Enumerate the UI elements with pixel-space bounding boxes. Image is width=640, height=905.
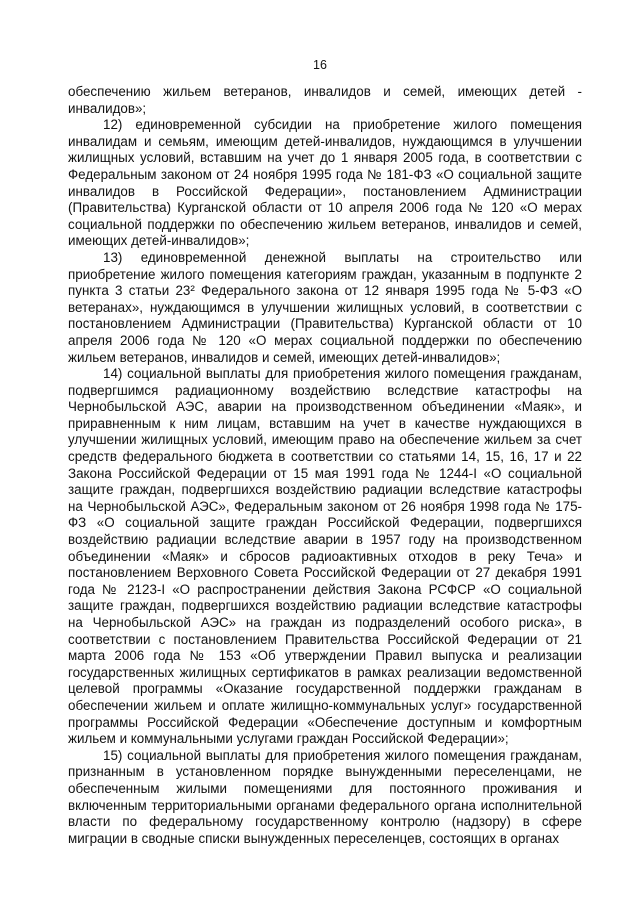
document-body [68,84,582,847]
paragraph-continuation: обеспечению жильем ветеранов, инвалидов и семей, имеющих детей - инвалидов»; [68,84,582,116]
paragraph-item-13: 13) единовременной денежной выплаты на строительство или приобретение жилого помещения категориям граждан, указанным в подпункте 2 пункта 3 статьи 23² Федерального закона от 12 января 1995 года № 5-ФЗ «О ветеранах», нуждающимся в улучшении жилищных условий, в соответствии с постановлением Администрации (Правительства) Курганской области от 10 апреля 2006 года № 120 «О мерах социальной поддержки по обеспечению жильем ветеранов, инвалидов и семей, имеющих детей-инвалидов»; [68,249,582,365]
paragraph-item-15: 15) социальной выплаты для приобретения жилого помещения гражданам, признанным в установленном порядке вынужденными переселенцами, не обеспеченным жилыми помещениями для постоянного проживания и включенным территориальными органами федерального органа исполнительной власти по федеральному государственному контролю (надзору) в сфере миграции в сводные списки вынужденных переселенцев, состоящих в органах [68,747,582,846]
paragraph-item-14: 14) социальной выплаты для приобретения жилого помещения гражданам, подвергшимся радиационному воздействию вследствие катастрофы на Чернобыльской АЭС, аварии на производственном объединении «Маяк», и приравненным к ним лицам, вставшим на учет в качестве нуждающихся в улучшении жилищных условий, имеющим право на обеспечение жильем за счет средств федерального бюджета в соответствии со статьями 14, 15, 16, 17 и 22 Закона Российской Федерации от 15 мая 1991 года № 1244-I «О социальной защите граждан, подвергшихся воздействию радиации вследствие катастрофы на Чернобыльской АЭС», Федеральным законом от 26 ноября 1998 года № 175-ФЗ «О социальной защите граждан Российской Федерации, подвергшихся воздействию радиации вследствие аварии в 1957 году на производственном объединении «Маяк» и сбросов радиоактивных отходов в реку Теча» и постановлением Верховного Совета Российской Федерации от 27 декабря 1991 года № 2123-I «О распространении действия Закона РСФСР «О социальной защите граждан, подвергшихся воздействию радиации вследствие катастрофы на Чернобыльской АЭС» на граждан из подразделений особого риска», в соответствии с постановлением Правительства Российской Федерации от 21 марта 2006 года № 153 «Об утверждении Правил выпуска и реализации государственных жилищных сертификатов в рамках реализации ведомственной целевой программы «Оказание государственной поддержки гражданам в обеспечении жильем и оплате жилищно-коммунальных услуг» государственной программы Российской Федерации «Обеспечение доступным и комфортным жильем и коммунальными услугами граждан Российской Федерации»; [68,366,582,747]
paragraph-item-12: 12) единовременной субсидии на приобретение жилого помещения инвалидам и семьям, имеющим детей-инвалидов, нуждающимся в улучшении жилищных условий, вставшим на учет до 1 января 2005 года, в соответствии с Федеральным законом от 24 ноября 1995 года № 181-ФЗ «О социальной защите инвалидов в Российской Федерации», постановлением Администрации (Правительства) Курганской области от 10 апреля 2006 года № 120 «О мерах социальной поддержки по обеспечению жильем ветеранов, инвалидов и семей, имеющих детей-инвалидов»; [68,117,582,249]
page-number: 16 [313,58,327,72]
